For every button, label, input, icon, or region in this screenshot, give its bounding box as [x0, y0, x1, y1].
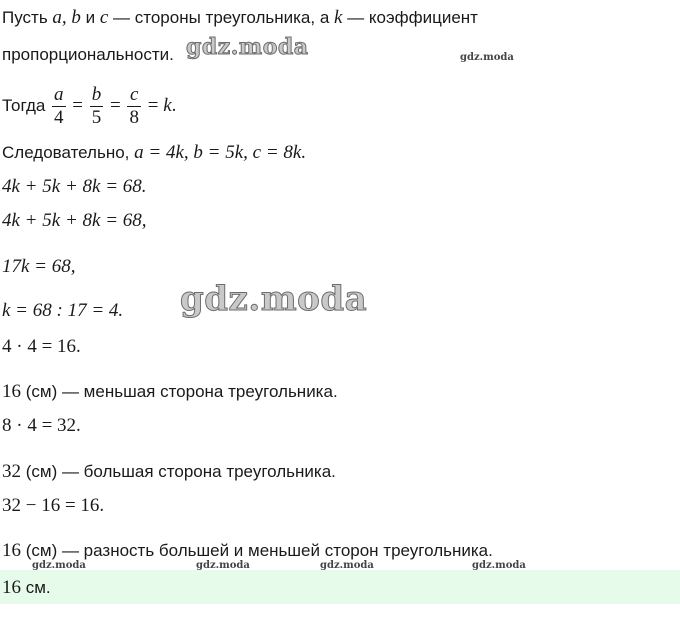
math-fragment: k = 68 : 17 = 4. [2, 300, 124, 321]
math-fragment: 17k = 68, [2, 256, 76, 277]
text-fragment: Тогда [2, 95, 51, 115]
equals-sign: = [67, 94, 88, 116]
watermark-text: gdz.moda [320, 560, 374, 571]
equation-line-9 [2, 336, 81, 358]
ratio-equation-line [2, 84, 176, 129]
watermark-text: gdz.moda [32, 560, 86, 571]
answer-highlight [0, 570, 680, 604]
math-fragment: 8 · 4 = 32. [2, 415, 81, 436]
equation-line-7 [2, 256, 76, 278]
text-fragment: см. [21, 578, 51, 597]
text-fragment: Пусть [2, 8, 53, 27]
math-fragment: 4 · 4 = 16. [2, 336, 81, 357]
fraction-numerator: a [54, 84, 64, 105]
text-fragment: и [80, 8, 100, 27]
text-fragment: Следовательно, [2, 143, 135, 162]
equation-line-8 [2, 300, 123, 322]
math-fragment: 4k + 5k + 8k = 68, [2, 210, 147, 231]
fraction-denominator: 4 [54, 107, 64, 128]
equals-sign: = [142, 94, 164, 116]
math-fragment: 32 [2, 461, 21, 482]
math-fragment: k [334, 7, 343, 28]
equation-line-13 [2, 495, 104, 517]
solution-line-1 [2, 7, 478, 29]
result-line-difference [2, 540, 493, 562]
fraction-denominator: 8 [129, 107, 139, 128]
math-fragment: 16 [2, 577, 21, 598]
solution-line-2 [2, 44, 174, 66]
solution-line-4 [2, 142, 306, 164]
fraction-denominator: 5 [91, 107, 102, 128]
result-line-larger-side [2, 461, 336, 483]
math-fragment: 4k + 5k + 8k = 68. [2, 176, 147, 197]
watermark-text: gdz.moda [460, 52, 514, 63]
result-line-smaller-side [2, 381, 338, 403]
answer-line [2, 577, 51, 599]
math-fragment: 16 [2, 381, 21, 402]
text-fragment: — коэффициент [342, 8, 478, 27]
fraction-b-over-5 [90, 84, 104, 129]
text-fragment: (см) — разность большей и меньшей сторон треугольника. [21, 541, 493, 560]
watermark-logo: gdz.moda [186, 34, 309, 60]
text-fragment: (см) — меньшая сторона треугольника. [21, 382, 338, 401]
watermark-logo: gdz.moda [180, 279, 368, 319]
text-fragment: — стороны треугольника, а [108, 8, 334, 27]
fraction-numerator: b [91, 84, 102, 105]
equals-sign: = [105, 94, 126, 116]
math-fragment: c [99, 7, 109, 28]
fraction-a-over-4 [52, 84, 66, 129]
math-fragment: a = 4k, b = 5k, c = 8k. [134, 142, 307, 163]
equation-line-6 [2, 210, 147, 232]
math-fragment: k [163, 94, 172, 116]
math-fragment: 32 − 16 = 16. [2, 495, 105, 516]
math-fragment: 16 [2, 540, 21, 561]
text-fragment: (см) — большая сторона треугольника. [21, 462, 336, 481]
equation-line-11 [2, 415, 81, 437]
fraction-numerator: c [130, 84, 139, 105]
watermark-text: gdz.moda [196, 560, 250, 571]
watermark-text: gdz.moda [472, 560, 526, 571]
text-fragment: пропорциональности. [2, 45, 174, 64]
math-fragment: a, b [52, 7, 81, 28]
math-fragment: . [171, 94, 177, 116]
equation-line-5 [2, 176, 147, 198]
fraction-c-over-8 [127, 84, 141, 129]
